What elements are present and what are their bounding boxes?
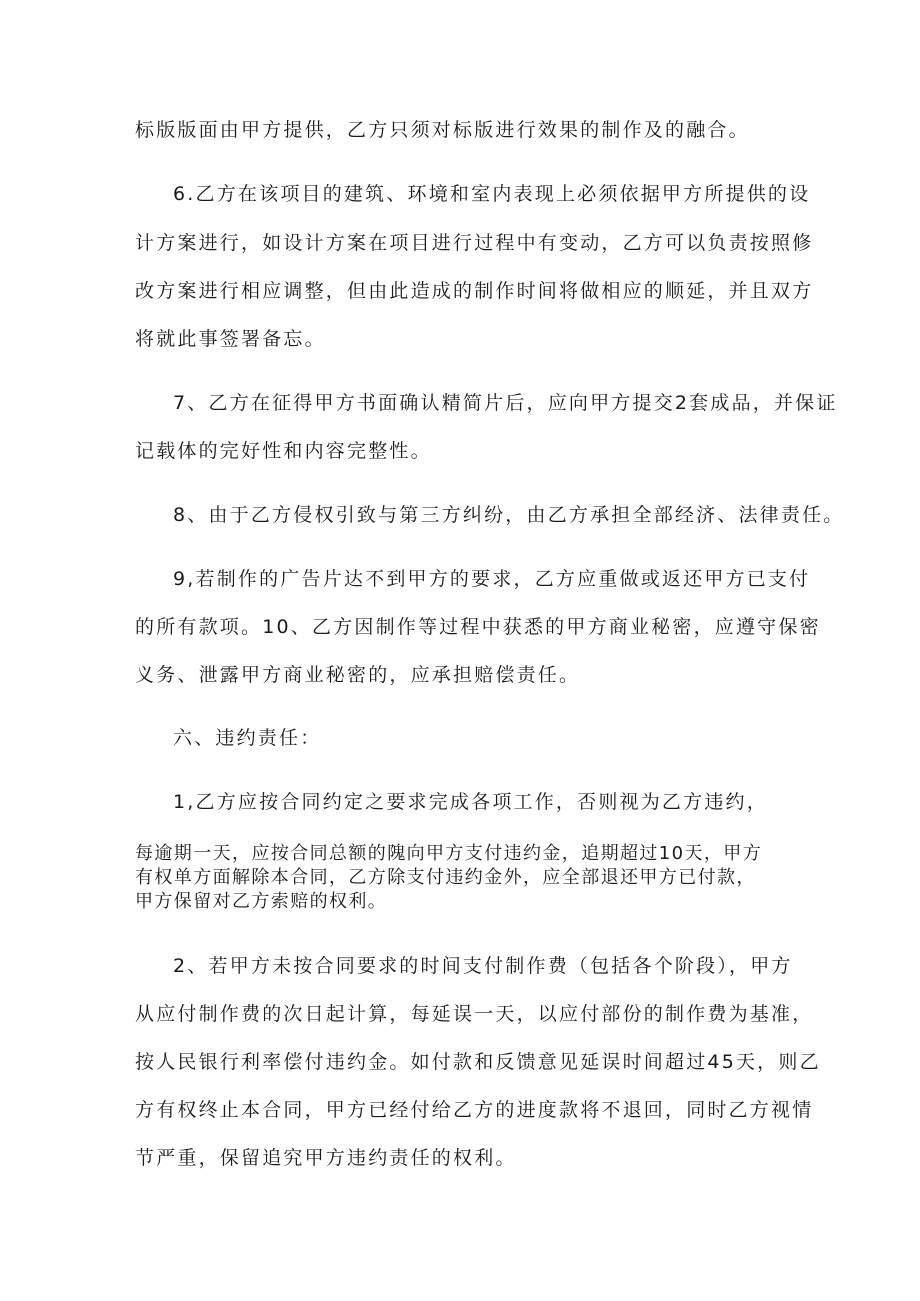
section-heading-breach: 六、违约责任： — [173, 727, 322, 749]
clause-7-line-1: 7、乙方在征得甲方书面确认精简片后，应向甲方提交2套成品，并保证 — [173, 392, 838, 414]
breach-1-line-2: 每逾期一天，应按合同总额的隗向甲方支付违约金，追期超过10天，甲方 — [135, 843, 763, 864]
clause-9-line-2: 的所有款项。10、乙方因制作等过程中获悉的甲方商业秘密，应遵守保密 — [135, 616, 821, 638]
breach-2-line-1: 2、若甲方未按合同要求的时间支付制作费（包括各个阶段），甲方 — [173, 955, 793, 977]
clause-6-line-2: 计方案进行，如设计方案在项目进行过程中有变动，乙方可以负责按照修 — [135, 232, 814, 254]
text-line-1: 标版版面由甲方提供，乙方只须对标版进行效果的制作及的融合。 — [135, 119, 750, 141]
clause-6-line-3: 改方案进行相应调整，但由此造成的制作时间将做相应的顺延，并且双方 — [135, 280, 814, 302]
breach-2-line-3: 按人民银行利率偿付违约金。如付款和反馈意见延误时间超过45天，则乙 — [135, 1051, 821, 1073]
breach-1-line-1: 1,乙方应按合同约定之要求完成各项工作，否则视为乙方违约， — [173, 791, 768, 813]
clause-9-line-3: 义务、泄露甲方商业秘密的，应承担赔偿责任。 — [135, 664, 581, 686]
breach-1-line-3: 有权单方面解除本合同，乙方除支付违约金外，应全部退还甲方已付款， — [135, 867, 756, 888]
clause-8-line-1: 8、由于乙方侵权引致与第三方纠纷，由乙方承担全部经济、法律责任。 — [173, 504, 845, 526]
breach-1-line-4: 甲方保留对乙方索赔的权利。 — [135, 891, 388, 912]
breach-2-line-2: 从应付制作费的次日起计算，每延误一天，以应付部份的制作费为基准， — [135, 1003, 814, 1025]
breach-2-line-4: 方有权终止本合同，甲方已经付给乙方的进度款将不退回，同时乙方视情 — [135, 1099, 814, 1121]
clause-7-line-2: 记载体的完好性和内容完整性。 — [135, 440, 432, 462]
clause-9-line-1: 9,若制作的广告片达不到甲方的要求，乙方应重做或返还甲方已支付 — [173, 568, 811, 590]
clause-6-line-4: 将就此事签署备忘。 — [135, 328, 326, 350]
breach-2-line-5: 节严重，保留追究甲方违约责任的权利。 — [135, 1147, 517, 1169]
clause-6-line-1: 6.乙方在该项目的建筑、环境和室内表现上必须依据甲方所提供的设 — [173, 183, 811, 205]
